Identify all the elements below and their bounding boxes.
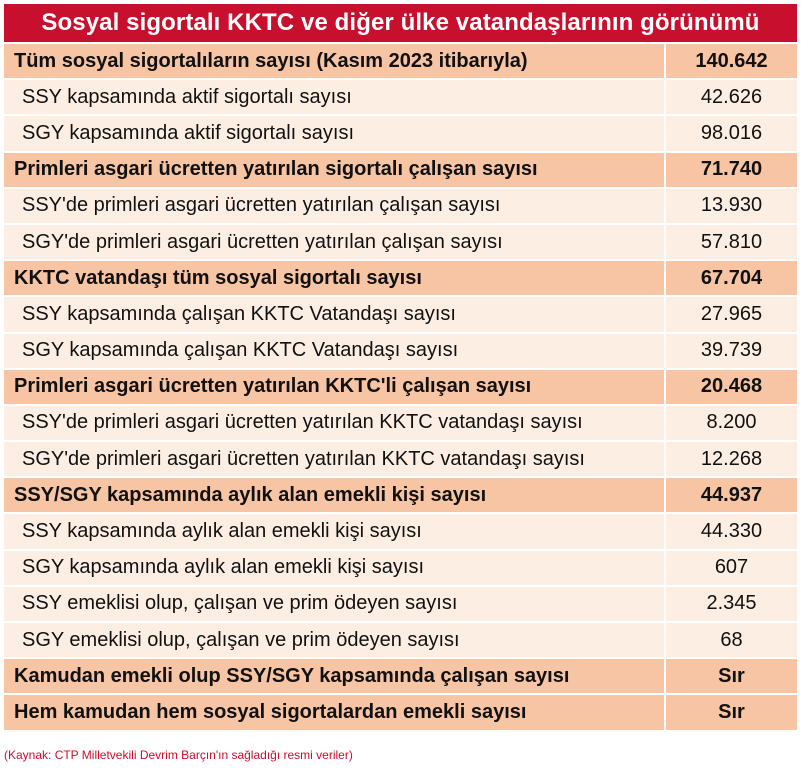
table-row bbox=[4, 80, 797, 114]
row-value: 71.740 bbox=[666, 153, 797, 187]
table-row bbox=[4, 551, 797, 585]
row-label: Primleri asgari ücretten yatırılan sigortalı çalışan sayısı bbox=[4, 153, 664, 187]
row-value: 20.468 bbox=[666, 370, 797, 404]
row-label: KKTC vatandaşı tüm sosyal sigortalı sayısı bbox=[4, 261, 664, 295]
table-row bbox=[4, 623, 797, 657]
table-row bbox=[4, 406, 797, 440]
table-row bbox=[4, 189, 797, 223]
table-row bbox=[4, 514, 797, 548]
row-label: Tüm sosyal sigortalıların sayısı (Kasım 2023 itibarıyla) bbox=[4, 44, 664, 78]
table-row bbox=[4, 334, 797, 368]
table-row bbox=[4, 44, 797, 78]
table-row bbox=[4, 659, 797, 693]
table-row bbox=[4, 297, 797, 331]
row-label: SGY kapsamında aktif sigortalı sayısı bbox=[4, 116, 664, 150]
row-value: 607 bbox=[666, 551, 797, 585]
row-label: SGY kapsamında aylık alan emekli kişi sayısı bbox=[4, 551, 664, 585]
row-value: 42.626 bbox=[666, 80, 797, 114]
row-label: SSY emeklisi olup, çalışan ve prim ödeyen sayısı bbox=[4, 587, 664, 621]
row-label: SSY kapsamında aktif sigortalı sayısı bbox=[4, 80, 664, 114]
table-row bbox=[4, 478, 797, 512]
table-row bbox=[4, 587, 797, 621]
table-row bbox=[4, 153, 797, 187]
row-value: 67.704 bbox=[666, 261, 797, 295]
row-label: SSY'de primleri asgari ücretten yatırılan çalışan sayısı bbox=[4, 189, 664, 223]
table-row bbox=[4, 261, 797, 295]
row-label: SSY kapsamında aylık alan emekli kişi sayısı bbox=[4, 514, 664, 548]
row-value: 140.642 bbox=[666, 44, 797, 78]
statistics-table bbox=[4, 44, 797, 732]
row-label: SGY emeklisi olup, çalışan ve prim ödeyen sayısı bbox=[4, 623, 664, 657]
row-label: SGY'de primleri asgari ücretten yatırılan KKTC vatandaşı sayısı bbox=[4, 442, 664, 476]
table-row bbox=[4, 116, 797, 150]
row-value: 98.016 bbox=[666, 116, 797, 150]
row-label: Kamudan emekli olup SSY/SGY kapsamında çalışan sayısı bbox=[4, 659, 664, 693]
row-value: 57.810 bbox=[666, 225, 797, 259]
table-row bbox=[4, 225, 797, 259]
table-title: Sosyal sigortalı KKTC ve diğer ülke vatandaşlarının görünümü bbox=[4, 4, 797, 42]
row-value: 39.739 bbox=[666, 334, 797, 368]
row-value: 44.330 bbox=[666, 514, 797, 548]
row-label: SSY kapsamında çalışan KKTC Vatandaşı sayısı bbox=[4, 297, 664, 331]
row-value: 8.200 bbox=[666, 406, 797, 440]
row-label: SGY kapsamında çalışan KKTC Vatandaşı sayısı bbox=[4, 334, 664, 368]
row-label: SSY/SGY kapsamında aylık alan emekli kişi sayısı bbox=[4, 478, 664, 512]
table-row bbox=[4, 370, 797, 404]
row-value: 68 bbox=[666, 623, 797, 657]
row-label: Hem kamudan hem sosyal sigortalardan emekli sayısı bbox=[4, 695, 664, 729]
source-note: (Kaynak: CTP Milletvekili Devrim Barçın'ın sağladığı resmi veriler) bbox=[4, 748, 353, 762]
row-value: Sır bbox=[666, 695, 797, 729]
row-value: 2.345 bbox=[666, 587, 797, 621]
row-value: 44.937 bbox=[666, 478, 797, 512]
row-value: Sır bbox=[666, 659, 797, 693]
table-row bbox=[4, 442, 797, 476]
table-row bbox=[4, 695, 797, 729]
row-label: SSY'de primleri asgari ücretten yatırılan KKTC vatandaşı sayısı bbox=[4, 406, 664, 440]
row-label: Primleri asgari ücretten yatırılan KKTC'li çalışan sayısı bbox=[4, 370, 664, 404]
row-value: 13.930 bbox=[666, 189, 797, 223]
row-value: 27.965 bbox=[666, 297, 797, 331]
row-label: SGY'de primleri asgari ücretten yatırılan çalışan sayısı bbox=[4, 225, 664, 259]
row-value: 12.268 bbox=[666, 442, 797, 476]
